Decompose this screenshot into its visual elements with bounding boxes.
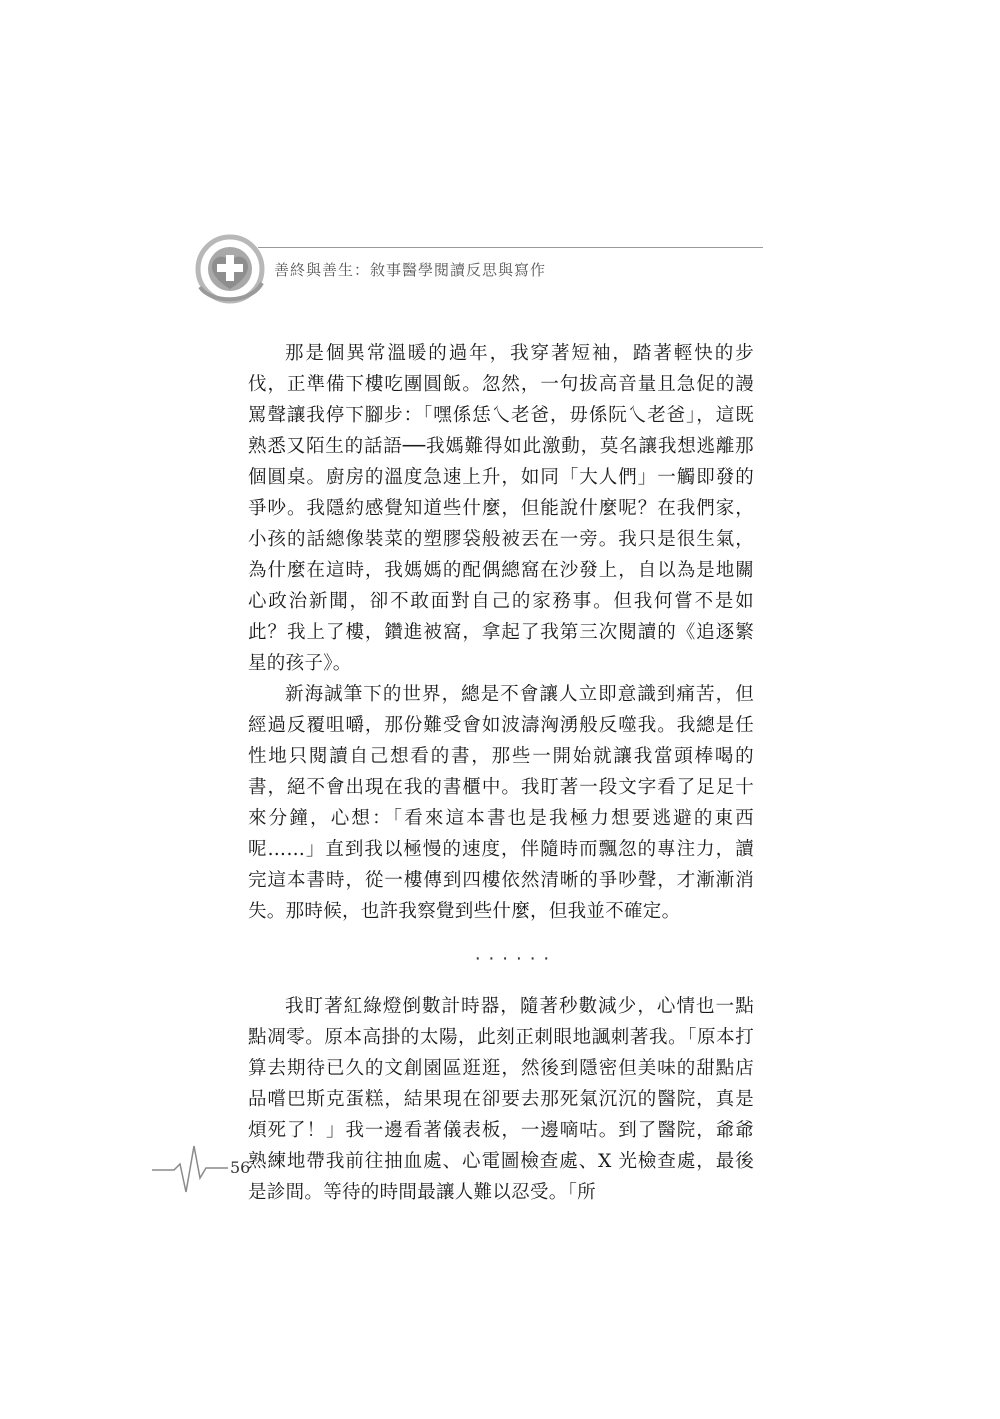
page-number: 56 <box>230 1158 251 1177</box>
heart-cross-logo-icon <box>190 225 270 307</box>
paragraph: 新海誠筆下的世界，總是不會讓人立即意識到痛苦，但經過反覆咀嚼，那份難受會如波濤洶湧般反噬我。我總是任性地只閱讀自己想看的書，那些一開始就讓我當頭棒喝的書，絕不會出現在我的書櫃中。我盯著一段文字看了足足十來分鐘，心想：「看來這本書也是我極力想要逃避的東西呢……」直到我以極慢的速度，伴隨時而飄忽的專注力，讀完這本書時，從一樓傳到四樓依然清晰的爭吵聲，才漸漸消失。那時候，也許我察覺到些什麼，但我並不確定。 <box>248 684 754 922</box>
running-header <box>190 225 770 315</box>
page-footer <box>150 1140 290 1200</box>
paragraph: 我盯著紅綠燈倒數計時器，隨著秒數減少，心情也一點點凋零。原本高掛的太陽，此刻正刺眼地諷刺著我。「原本打算去期待已久的文創園區逛逛，然後到隱密但美味的甜點店品嚐巴斯克蛋糕，結果現在卻要去那死氣沉沉的醫院，真是煩死了！」我一邊看著儀表板，一邊嘀咕。到了醫院，爺爺熟練地帶我前往抽血處、心電圖檢查處、X 光檢查處，最後是診間。等待的時間最讓人難以忍受。「所 <box>248 996 754 1203</box>
heartbeat-line-icon <box>150 1140 230 1200</box>
body-text <box>248 338 754 1208</box>
book-title: 善終與善生：敘事醫學閱讀反思與寫作 <box>274 261 547 279</box>
paragraph: 那是個異常溫暖的過年，我穿著短袖，踏著輕快的步伐，正準備下樓吃團圓飯。忽然，一句拔高音量且急促的謾罵聲讓我停下腳步：「嘿係恁乀老爸，毋係阮乀老爸」，這既熟悉又陌生的話語──我媽難得如此激動，莫名讓我想逃離那個圓桌。廚房的溫度急速上升，如同「大人們」一觸即發的爭吵。我隱約感覺知道些什麼，但能說什麼呢？在我們家，小孩的話總像裝菜的塑膠袋般被丟在一旁。我只是很生氣，為什麼在這時，我媽媽的配偶總窩在沙發上，自以為是地關心政治新聞，卻不敢面對自己的家務事。但我何嘗不是如此？我上了樓，鑽進被窩，拿起了我第三次閱讀的《追逐繁星的孩子》。 <box>248 343 754 674</box>
header-rule <box>258 247 763 248</box>
section-separator: ‧‧‧‧‧‧ <box>474 949 558 970</box>
